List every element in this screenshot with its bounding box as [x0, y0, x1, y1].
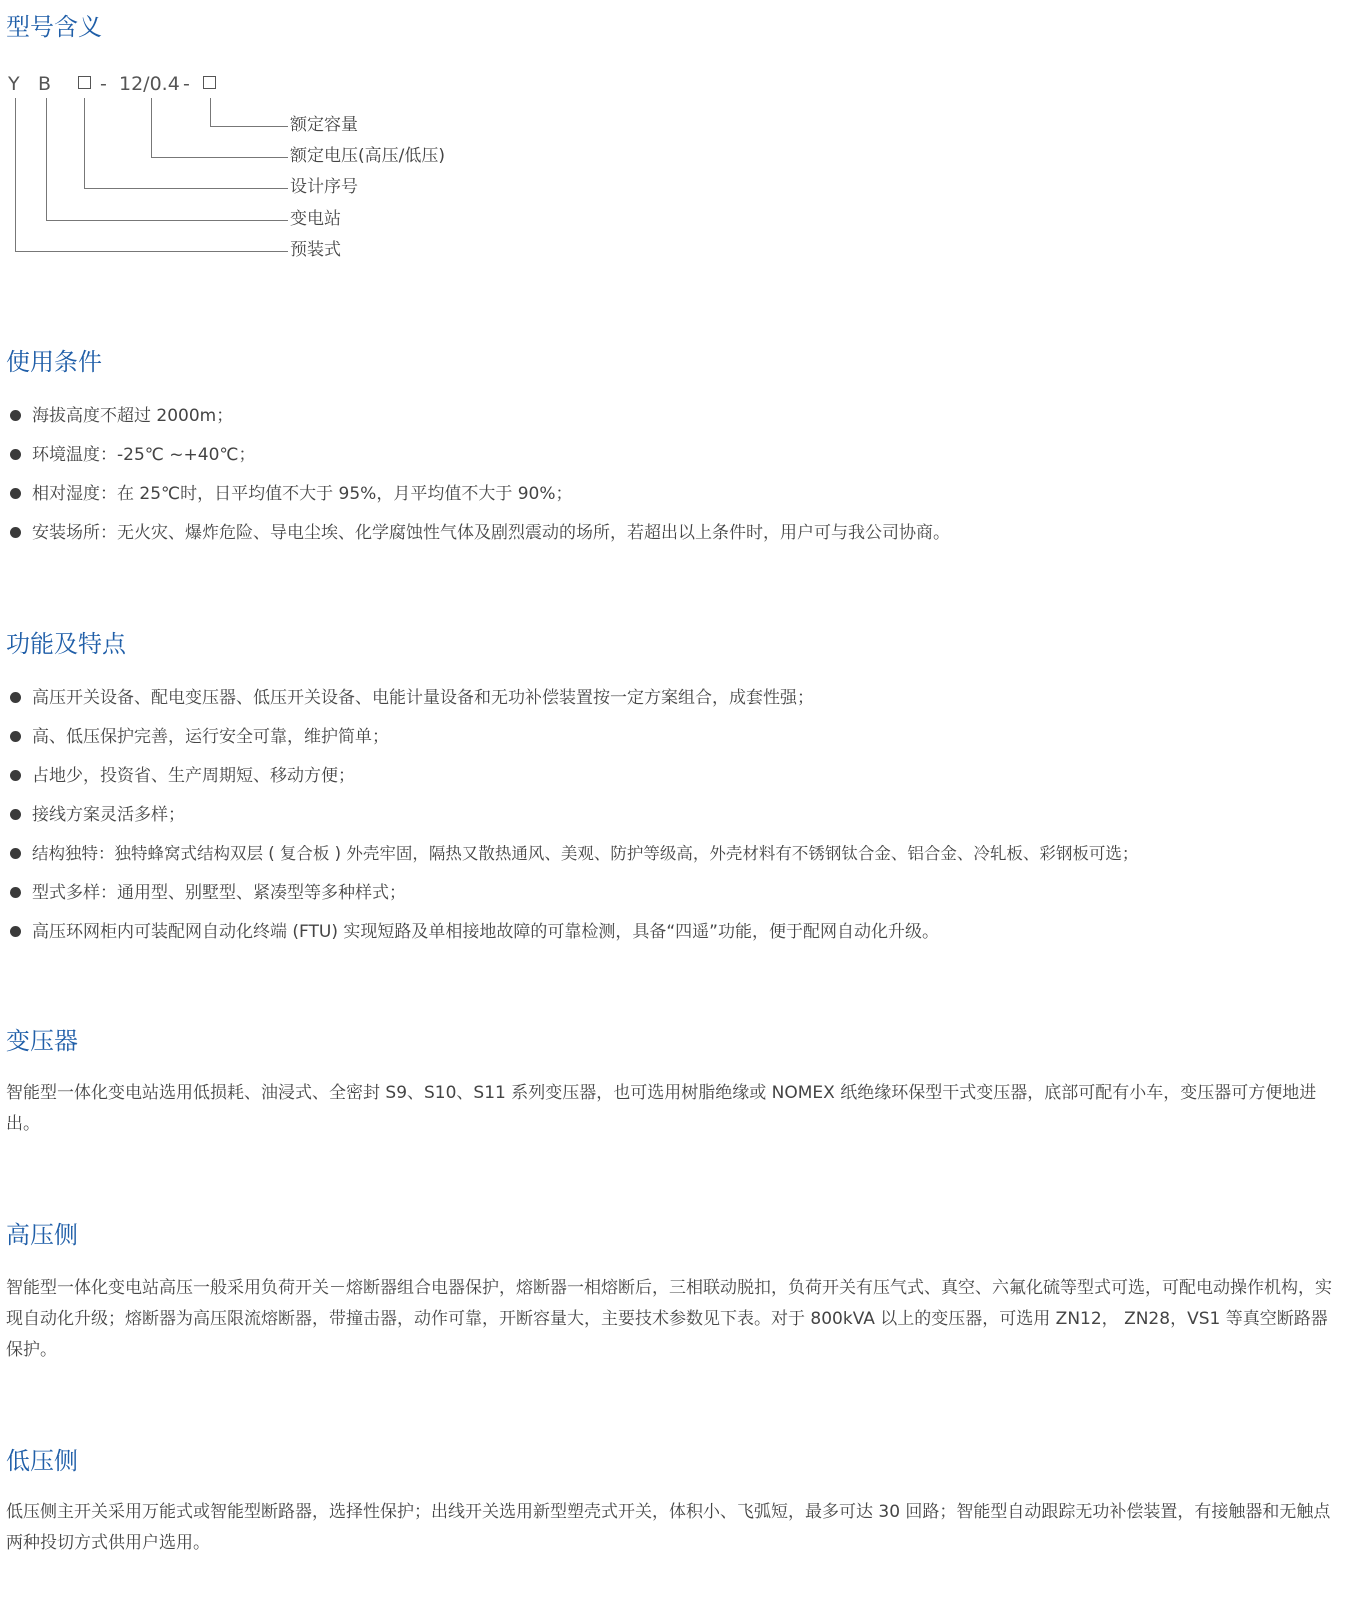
capacity-box	[203, 76, 216, 89]
bullet-dot-icon	[10, 527, 21, 538]
code-letter-y: Y	[8, 73, 20, 95]
code-voltage: 12/0.4	[119, 73, 180, 95]
list-item	[8, 401, 950, 440]
code-letter-b: B	[38, 73, 52, 95]
connector-line	[15, 98, 16, 251]
list-item-text: 高压环网柜内可装配网自动化终端 (FTU) 实现短路及单相接地故障的可靠检测，具备“四遥”功能，便于配网自动化升级。	[32, 922, 939, 942]
bullet-dot-icon	[10, 809, 21, 820]
list-item	[8, 479, 950, 518]
features-heading: 功能及特点	[6, 630, 126, 658]
code-dash: -	[100, 73, 107, 95]
label-design-number: 设计序号	[290, 177, 358, 197]
connector-line	[151, 157, 288, 158]
list-item	[8, 878, 1138, 917]
list-item-text: 安装场所：无火灾、爆炸危险、导电尘埃、化学腐蚀性气体及剧烈震动的场所，若超出以上条件时，用户可与我公司协商。	[32, 523, 950, 543]
list-item	[8, 440, 950, 479]
list-item	[8, 722, 1138, 761]
connector-line	[151, 98, 152, 157]
label-rated-capacity: 额定容量	[290, 115, 358, 135]
bullet-dot-icon	[10, 887, 21, 898]
low-voltage-paragraph: 低压侧主开关采用万能式或智能型断路器，选择性保护；出线开关选用新型塑壳式开关，体积小、飞弧短，最多可达 30 回路；智能型自动跟踪无功补偿装置，有接触器和无触点两种投切方式供用户选用。	[6, 1502, 1331, 1553]
connector-line	[210, 98, 211, 126]
list-item-text: 高、低压保护完善，运行安全可靠，维护简单；	[32, 727, 389, 747]
model-meaning-heading: 型号含义	[6, 13, 102, 41]
low-voltage-heading: 低压侧	[6, 1447, 78, 1475]
list-item-text: 接线方案灵活多样；	[32, 805, 185, 825]
list-item	[8, 761, 1138, 800]
list-item	[8, 800, 1138, 839]
connector-line	[84, 98, 85, 188]
list-item-text: 相对湿度：在 25℃时，日平均值不大于 95%，月平均值不大于 90%；	[32, 484, 573, 504]
connector-line	[84, 188, 288, 189]
bullet-dot-icon	[10, 731, 21, 742]
bullet-dot-icon	[10, 449, 21, 460]
bullet-dot-icon	[10, 848, 21, 859]
list-item	[8, 518, 950, 557]
bullet-dot-icon	[10, 770, 21, 781]
list-item-text: 结构独特：独特蜂窝式结构双层 ( 复合板 ) 外壳牢固，隔热又散热通风、美观、防护等级高，外壳材料有不锈钢钛合金、铝合金、冷轧板、彩钢板可选；	[32, 844, 1139, 863]
connector-line	[46, 220, 288, 221]
list-item	[8, 839, 1138, 878]
design-number-box	[78, 76, 91, 89]
bullet-dot-icon	[10, 410, 21, 421]
label-prefabricated: 预装式	[290, 240, 341, 260]
list-item	[8, 917, 1138, 956]
conditions-list	[8, 401, 950, 557]
model-code-diagram	[6, 68, 526, 278]
list-item-text: 海拔高度不超过 2000m；	[32, 406, 234, 426]
label-rated-voltage: 额定电压(高压/低压)	[290, 146, 445, 166]
high-voltage-heading: 高压侧	[6, 1221, 78, 1249]
transformer-paragraph: 智能型一体化变电站选用低损耗、油浸式、全密封 S9、S10、S11 系列变压器，也可选用树脂绝缘或 NOMEX 纸绝缘环保型干式变压器，底部可配有小车，变压器可方便地进出。	[6, 1083, 1317, 1134]
connector-line	[15, 251, 288, 252]
bullet-dot-icon	[10, 926, 21, 937]
features-list	[8, 683, 1138, 956]
list-item-text: 占地少，投资省、生产周期短、移动方便；	[32, 766, 355, 786]
code-dash: -	[183, 73, 190, 95]
list-item-text: 高压开关设备、配电变压器、低压开关设备、电能计量设备和无功补偿装置按一定方案组合，成套性强；	[32, 688, 814, 708]
high-voltage-paragraph: 智能型一体化变电站高压一般采用负荷开关－熔断器组合电器保护，熔断器一相熔断后，三相联动脱扣，负荷开关有压气式、真空、六氟化硫等型式可选，可配电动操作机构，实现自动化升级；熔断器为高压限流熔断器，带撞击器，动作可靠，开断容量大，主要技术参数见下表。对于 800kVA 以上的变压器，可选用 ZN12， ZN28，VS1 等真空断路器保护。	[6, 1278, 1332, 1360]
list-item-text: 环境温度：-25℃ ~+40℃；	[32, 445, 256, 465]
bullet-dot-icon	[10, 692, 21, 703]
transformer-heading: 变压器	[6, 1027, 78, 1055]
list-item-text: 型式多样：通用型、别墅型、紧凑型等多种样式；	[32, 883, 406, 903]
label-substation: 变电站	[290, 209, 341, 229]
conditions-heading: 使用条件	[6, 348, 102, 376]
bullet-dot-icon	[10, 488, 21, 499]
connector-line	[46, 98, 47, 220]
connector-line	[210, 126, 288, 127]
list-item	[8, 683, 1138, 722]
